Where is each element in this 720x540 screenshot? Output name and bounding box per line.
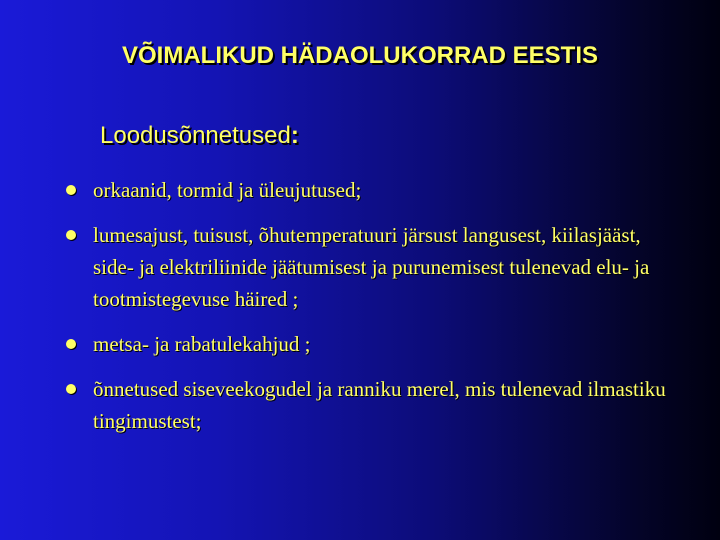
- bullet-item: [66, 174, 666, 206]
- slide-title: VÕIMALIKUD HÄDAOLUKORRAD EESTIS: [121, 42, 598, 69]
- bullet-item: [66, 373, 666, 437]
- bullet-text: orkaanid, tormid ja üleujutused;: [93, 178, 362, 202]
- section-heading: [100, 120, 299, 152]
- section-heading-text: Loodusõnnetused: [100, 122, 291, 149]
- bullet-icon: [66, 339, 76, 349]
- section-heading-colon: :: [290, 122, 299, 149]
- bullet-item: [66, 219, 666, 315]
- bullet-text: metsa- ja rabatulekahjud ;: [93, 332, 311, 356]
- bullet-icon: [66, 384, 76, 394]
- bullet-text: lumesajust, tuisust, õhutemperatuuri järsust langusest, kiilasjääst, side- ja elektriliinide jäätumisest ja purunemisest tulenevad elu- ja tootmistegevuse häired ;: [93, 223, 650, 311]
- bullet-list: [66, 174, 666, 450]
- bullet-text: õnnetused siseveekogudel ja ranniku merel, mis tulenevad ilmastiku tingimustest;: [93, 377, 666, 433]
- bullet-icon: [66, 185, 76, 195]
- bullet-item: [66, 328, 666, 360]
- bullet-icon: [66, 230, 76, 240]
